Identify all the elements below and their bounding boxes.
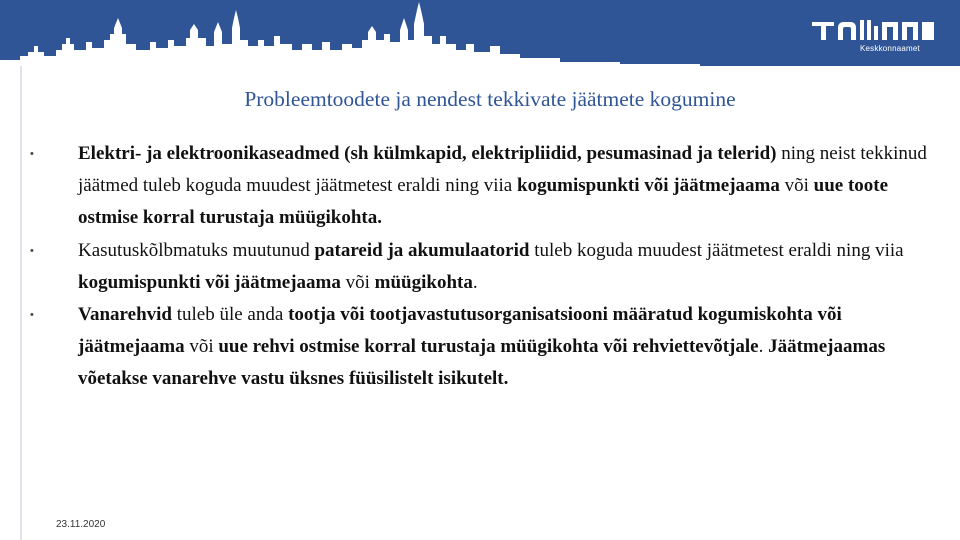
bullet-dot-icon: • <box>30 244 34 257</box>
slide-title: Probleemtoodete ja nendest tekkivate jäätmete kogumine <box>244 87 736 111</box>
bullet-text: Kasutuskõlbmatuks muutunud <box>78 239 315 261</box>
bullet-text-bold: Elektri- ja elektroonikaseadmed (sh külmkapid, elektripliidid, pesumasinad ja telerid) <box>78 143 777 164</box>
bullet-text: tuleb üle anda <box>171 304 289 326</box>
bullet-text: . <box>472 271 478 293</box>
bullet-dot-icon: • <box>30 309 34 322</box>
bullet-text: ning neist tekkinud jäätmed tuleb koguda muudest jäätmetest eraldi ning viia <box>78 143 927 197</box>
bullet-text-bold: müügikohta <box>374 271 473 293</box>
bullet-text: . <box>758 336 769 358</box>
bullet-text: või <box>340 271 375 293</box>
bullet-text: või <box>184 336 219 358</box>
bullet-text-bold: uue rehvi ostmise korral turustaja müügikohta või rehviettevõtjale <box>218 336 759 358</box>
header-banner <box>0 0 960 66</box>
tallinn-logo-mark <box>812 18 936 40</box>
bullet-item <box>0 299 938 396</box>
bullet-list <box>0 138 960 396</box>
bullet-text-bold: patareid ja akumulaatorid <box>314 239 530 261</box>
bullet-text-bold: kogumispunkti või jäätmejaama <box>517 175 780 197</box>
logo-subtitle: Keskkonnaamet <box>860 44 920 53</box>
tallinn-logo <box>812 18 936 54</box>
bullet-item <box>0 235 938 299</box>
bullet-text-bold: Jäätmejaamas võetakse vanarehve vastu üksnes füüsilistelt isikutelt. <box>78 336 886 390</box>
bullet-text-bold: kogumispunkti või jäätmejaama <box>78 271 341 293</box>
bullet-text-bold: uue toote ostmise korral turustaja müügikohta. <box>78 175 889 229</box>
bullet-dot-icon: • <box>30 148 34 160</box>
bullet-text-bold: Vanarehvid <box>78 304 172 326</box>
bullet-text: või <box>779 175 814 197</box>
bullet-item <box>0 138 938 235</box>
bullet-text: tuleb koguda muudest jäätmetest eraldi ning viia <box>529 239 904 261</box>
slide-date: 23.11.2020 <box>56 519 106 530</box>
bullet-text-bold: tootja või tootjavastutusorganisatsiooni määratud kogumiskohta või jäätmejaama <box>78 304 842 358</box>
